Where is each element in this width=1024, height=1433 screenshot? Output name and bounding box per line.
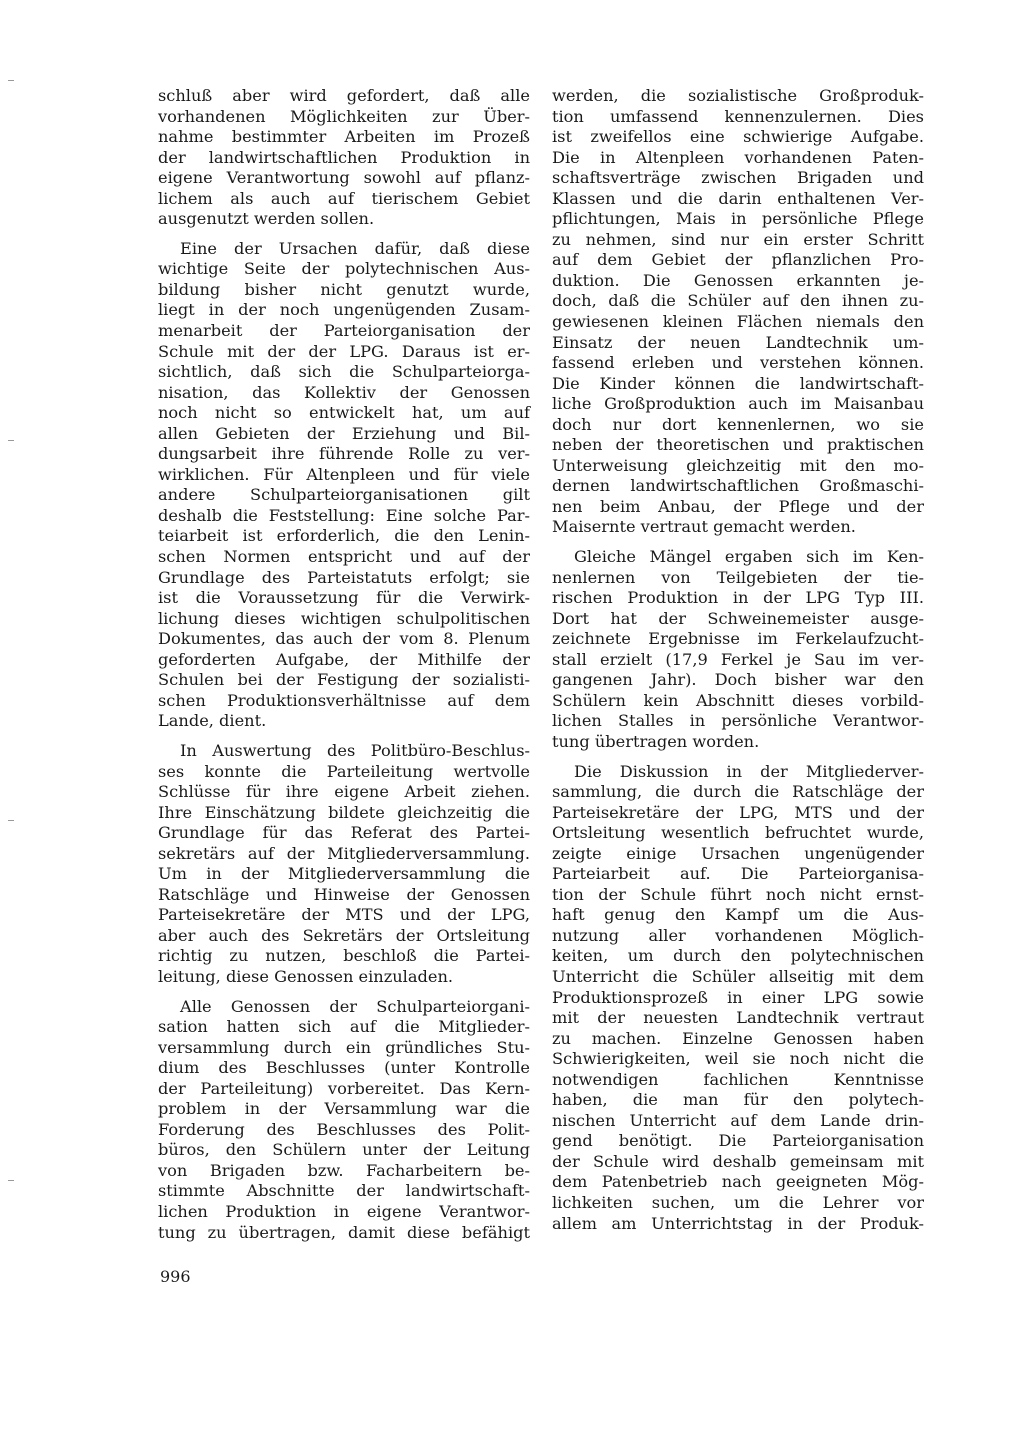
text-line: ist zweifellos eine schwierige Aufgabe. — [552, 127, 924, 147]
text-line: gangenen Jahr). Doch bisher war den — [552, 670, 924, 690]
text-line: ausgenutzt werden sollen. — [158, 209, 375, 229]
left-text-column — [158, 86, 530, 1252]
text-line: stimmte Abschnitte der landwirtschaft- — [158, 1181, 530, 1201]
text-line: teiarbeit ist erforderlich, die den Lenin- — [158, 526, 530, 546]
text-line: von Brigaden bzw. Facharbeitern be- — [158, 1160, 530, 1180]
text-line: dernen landwirtschaftlichen Großmaschi- — [552, 476, 924, 496]
text-line: Eine der Ursachen dafür, daß diese — [180, 238, 530, 258]
text-line: Grundlage für das Referat des Partei- — [158, 823, 530, 843]
text-line: nahme bestimmter Arbeiten im Prozeß — [158, 127, 530, 147]
text-line: Parteiarbeit auf. Die Parteiorganisa- — [552, 864, 924, 884]
text-line: sammlung, die durch die Ratschläge der — [552, 782, 924, 802]
text-line: nisation, das Kollektiv der Genossen — [158, 382, 530, 402]
text-line: andere Schulparteiorganisationen gilt — [158, 485, 530, 505]
text-line: nenlernen von Teilgebieten der tie- — [552, 567, 924, 587]
text-line: zu nehmen, sind nur ein erster Schritt — [552, 229, 924, 249]
text-line: Maisernte vertraut gemacht werden. — [552, 517, 856, 537]
text-line: sekretärs auf der Mitgliederversammlung. — [158, 843, 530, 863]
text-line: nutzung aller vorhandenen Möglich- — [552, 925, 924, 945]
text-line: zu machen. Einzelne Genossen haben — [552, 1028, 924, 1048]
text-line: liche Großproduktion auch im Maisanbau — [552, 394, 924, 414]
text-line: lichung dieses wichtigen schulpolitischen — [158, 608, 530, 628]
paragraph — [158, 239, 530, 732]
text-line: Klassen und die darin enthaltenen Ver- — [552, 188, 924, 208]
paragraph — [158, 86, 530, 230]
text-line: Schülern kein Abschnitt dieses vorbild- — [552, 690, 924, 710]
text-line: dium des Beschlusses (unter Kontrolle — [158, 1058, 530, 1078]
text-line: nischen Unterricht auf dem Lande drin- — [552, 1110, 924, 1130]
text-line: büros, den Schülern unter der Leitung — [158, 1140, 530, 1160]
text-line: noch nicht so entwickelt hat, um auf — [158, 403, 530, 423]
text-line: vorhandenen Möglichkeiten zur Über- — [158, 106, 530, 126]
scan-edge-mark — [8, 80, 14, 81]
text-line: tion umfassend kennenzulernen. Dies — [552, 106, 924, 126]
text-line: stall erzielt (17,9 Ferkel je Sau im ver- — [552, 649, 924, 669]
text-line: eigene Verantwortung sowohl auf pflanz- — [158, 168, 530, 188]
paragraph — [552, 86, 924, 538]
text-line: Einsatz der neuen Landtechnik um- — [552, 332, 924, 352]
text-line: ist die Voraussetzung für die Verwirk- — [158, 588, 530, 608]
text-line: Lande, dient. — [158, 711, 267, 731]
text-line: ses konnte die Parteileitung wertvolle — [158, 761, 530, 781]
text-line: tion der Schule führt noch nicht ernst- — [552, 884, 924, 904]
text-line: gend benötigt. Die Parteiorganisation — [552, 1131, 924, 1151]
text-line: der Parteileitung) vorbereitet. Das Kern- — [158, 1078, 530, 1098]
text-line: der Schule wird deshalb gemeinsam mit — [552, 1151, 924, 1171]
text-line: Ratschläge und Hinweise der Genossen — [158, 884, 530, 904]
text-line: Gleiche Mängel ergaben sich im Ken- — [574, 547, 924, 567]
paragraph — [158, 741, 530, 988]
text-line: liegt in der noch ungenügenden Zusam- — [158, 300, 530, 320]
text-line: schluß aber wird gefordert, daß alle — [158, 86, 530, 105]
text-line: Die Kinder können die landwirtschaft- — [552, 373, 924, 393]
text-line: tung übertragen worden. — [552, 731, 760, 751]
text-line: Forderung des Beschlusses des Polit- — [158, 1119, 530, 1139]
text-line: Parteisekretäre der LPG, MTS und der — [552, 802, 924, 822]
text-line: Schwierigkeiten, weil sie noch nicht die — [552, 1049, 924, 1069]
text-line: werden, die sozialistische Großproduk- — [552, 86, 924, 105]
text-line: geforderten Aufgabe, der Mithilfe der — [158, 649, 530, 669]
text-line: sichtlich, daß sich die Schulparteiorga- — [158, 362, 530, 382]
text-line: der landwirtschaftlichen Produktion in — [158, 147, 530, 167]
text-line: aber auch des Sekretärs der Ortsleitung — [158, 925, 530, 945]
text-line: Ihre Einschätzung bildete gleichzeitig die — [158, 802, 530, 822]
text-line: mit der neuesten Landtechnik vertraut — [552, 1008, 924, 1028]
text-line: bildung bisher nicht genutzt wurde, — [158, 279, 530, 299]
text-line: versammlung durch ein gründliches Stu- — [158, 1037, 530, 1057]
paragraph — [552, 547, 924, 752]
paragraph — [552, 762, 924, 1235]
text-line: wichtige Seite der polytechnischen Aus- — [158, 259, 530, 279]
text-line: schen Produktionsverhältnisse auf dem — [158, 690, 530, 710]
text-line: lichen Stalles in persönliche Verantwor- — [552, 711, 924, 731]
text-line: wirklichen. Für Altenpleen und für viele — [158, 464, 530, 484]
text-line: Schlüsse für ihre eigene Arbeit ziehen. — [158, 782, 530, 802]
text-line: neben der theoretischen und praktischen — [552, 435, 924, 455]
text-line: lichem als auch auf tierischem Gebiet — [158, 188, 530, 208]
text-line: sation hatten sich auf die Mitglieder- — [158, 1017, 530, 1037]
text-line: doch nur dort kennenlernen, wo sie — [552, 414, 924, 434]
scan-edge-mark — [8, 1180, 14, 1181]
text-line: dem Patenbetrieb nach geeigneten Mög- — [552, 1172, 924, 1192]
text-line: tung zu übertragen, damit diese befähigt — [158, 1222, 530, 1242]
text-line: Unterricht die Schüler allseitig mit dem — [552, 966, 924, 986]
text-line: fassend erleben und verstehen können. — [552, 353, 924, 373]
right-text-column — [552, 86, 924, 1243]
text-line: richtig zu nutzen, beschloß die Partei- — [158, 946, 530, 966]
text-line: zeigte einige Ursachen ungenügender — [552, 843, 924, 863]
text-line: nen beim Anbau, der Pflege und der — [552, 496, 924, 516]
text-line: schen Normen entspricht und auf der — [158, 547, 530, 567]
text-line: pflichtungen, Mais in persönliche Pflege — [552, 209, 924, 229]
text-line: Schule mit der der LPG. Daraus ist er- — [158, 341, 530, 361]
text-line: zeichnete Ergebnisse im Ferkelaufzucht- — [552, 629, 924, 649]
text-line: gewiesenen kleinen Flächen niemals den — [552, 312, 924, 332]
paragraph — [158, 997, 530, 1244]
scan-edge-mark — [8, 820, 14, 821]
text-line: Die Diskussion in der Mitgliederver- — [574, 761, 924, 781]
text-line: Schulen bei der Festigung der sozialisti- — [158, 670, 530, 690]
text-line: duktion. Die Genossen erkannten je- — [552, 270, 924, 290]
text-line: lichkeiten suchen, um die Lehrer vor — [552, 1192, 924, 1212]
text-line: dungsarbeit ihre führende Rolle zu ver- — [158, 444, 530, 464]
text-line: haft genug den Kampf um die Aus- — [552, 905, 924, 925]
text-line: rischen Produktion in der LPG Typ III. — [552, 588, 924, 608]
text-line: Die in Altenpleen vorhandenen Paten- — [552, 147, 924, 167]
text-line: haben, die man für den polytech- — [552, 1090, 924, 1110]
text-line: notwendigen fachlichen Kenntnisse — [552, 1069, 924, 1089]
text-line: Parteisekretäre der MTS und der LPG, — [158, 905, 530, 925]
text-line: schaftsverträge zwischen Brigaden und — [552, 168, 924, 188]
page-number: 996 — [160, 1267, 191, 1286]
text-line: Grundlage des Parteistatuts erfolgt; sie — [158, 567, 530, 587]
text-line: allen Gebieten der Erziehung und Bil- — [158, 423, 530, 443]
text-line: leitung, diese Genossen einzuladen. — [158, 966, 454, 986]
text-line: Produktionsprozeß in einer LPG sowie — [552, 987, 924, 1007]
scan-edge-mark — [8, 440, 14, 441]
text-line: Ortsleitung wesentlich befruchtet wurde, — [552, 823, 924, 843]
text-line: Dort hat der Schweinemeister ausge- — [552, 608, 924, 628]
text-line: doch, daß die Schüler auf den ihnen zu- — [552, 291, 924, 311]
text-line: Alle Genossen der Schulparteiorgani- — [180, 996, 530, 1016]
text-line: problem in der Versammlung war die — [158, 1099, 530, 1119]
text-line: allem am Unterrichtstag in der Produk- — [552, 1213, 924, 1233]
text-line: keiten, um durch den polytechnischen — [552, 946, 924, 966]
text-line: menarbeit der Parteiorganisation der — [158, 321, 530, 341]
text-line: lichen Produktion in eigene Verantwor- — [158, 1201, 530, 1221]
text-line: Um in der Mitgliederversammlung die — [158, 864, 530, 884]
text-line: In Auswertung des Politbüro-Beschlus- — [180, 740, 530, 760]
text-line: Dokumentes, das auch der vom 8. Plenum — [158, 629, 530, 649]
text-line: auf dem Gebiet der pflanzlichen Pro- — [552, 250, 924, 270]
text-line: Unterweisung gleichzeitig mit den mo- — [552, 455, 924, 475]
text-line: deshalb die Feststellung: Eine solche Par- — [158, 505, 530, 525]
